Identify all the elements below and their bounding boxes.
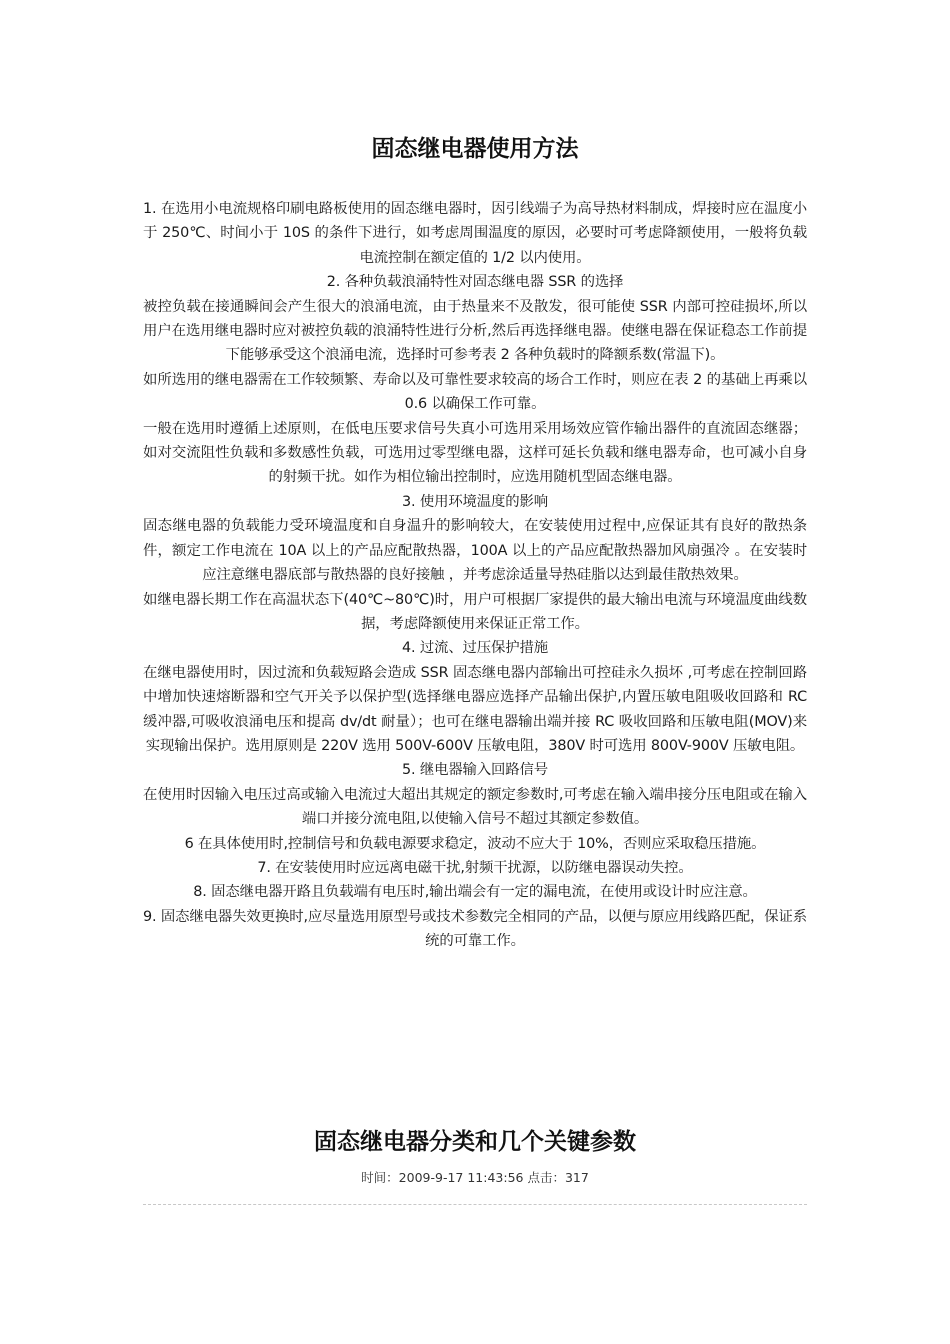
paragraph-1: 1. 在选用小电流规格印刷电路板使用的固态继电器时，因引线端子为高导热材料制成，焊接时应在温度小于 250℃、时间小于 10S 的条件下进行，如考虑周围温度的原因，必要时可考虑降额使用，一般将负载电流控制在额定值的 1/2 以内使用。 (143, 201, 807, 266)
heading-4: 4. 过流、过压保护措施 (401, 640, 549, 657)
document-title: 固态继电器使用方法 (371, 136, 579, 162)
heading-5: 5. 继电器输入回路信号 (401, 762, 549, 779)
paragraph-6: 6 在具体使用时,控制信号和负载电源要求稳定，波动不应大于 10%，否则应采取稳压措施。 (184, 835, 766, 852)
paragraph-8: 8. 固态继电器开路且负载端有电压时,输出端会有一定的漏电流，在使用或设计时应注意。 (193, 884, 757, 901)
paragraph-3b: 如继电器长期工作在高温状态下(40℃~80℃)时，用户可根据厂家提供的最大输出电流与环境温度曲线数据，考虑降额使用来保证正常工作。 (143, 591, 807, 632)
paragraph-3a: 固态继电器的负载能力受环境温度和自身温升的影响较大，在安装使用过程中,应保证其有良好的散热条件，额定工作电流在 10A 以上的产品应配散热器，100A 以上的产品应配散热器加风扇强冷 。在安装时应注意继电器底部与散热器的良好接触 ，并考虑涂适量导热硅脂以达到最佳散热效果。 (143, 518, 807, 584)
section-2-title: 固态继电器分类和几个关键参数 (314, 1129, 636, 1155)
post-meta: 时间：2009-9-17 11:43:56 点击：317 (361, 1170, 589, 1185)
heading-2: 2. 各种负载浪涌特性对固态继电器 SSR 的选择 (326, 274, 624, 291)
paragraph-9: 9. 固态继电器失效更换时,应尽量选用原型号或技术参数完全相同的产品，以便与原应用线路匹配，保证系统的可靠工作。 (143, 908, 807, 950)
paragraph-2b: 如所选用的继电器需在工作较频繁、寿命以及可靠性要求较高的场合工作时，则应在表 2 的基础上再乘以 0.6 以确保工作可靠。 (143, 371, 807, 413)
paragraph-4: 在继电器使用时，因过流和负载短路会造成 SSR 固态继电器内部输出可控硅永久损坏 ,可考虑在控制回路中增加快速熔断器和空气开关予以保护型(选择继电器应选择产品输出保护,内置压敏电阻吸收回路和 RC 缓冲器,可吸收浪涌电压和提高 dv/dt 耐量）；也可在继电器输出端并接 RC 吸收回路和压敏电阻(MOV)来实现输出保护。选用原则是 220V 选用 500V-600V 压敏电阻，380V 时可选用 800V-900V 压敏电阻。 (143, 664, 807, 754)
paragraph-7: 7. 在安装使用时应远离电磁干扰,射频干扰源，以防继电器误动失控。 (257, 859, 693, 876)
paragraph-2a: 被控负载在接通瞬间会产生很大的浪涌电流，由于热量来不及散发，很可能使 SSR 内部可控硅损坏,所以用户在选用继电器时应对被控负载的浪涌特性进行分析,然后再选择继电器。使继电器在保证稳态工作前提下能够承受这个浪涌电流，选择时可参考表 2 各种负载时的降额系数(常温下)。 (143, 298, 807, 364)
paragraph-2c: 一般在选用时遵循上述原则，在低电压要求信号失真小可选用采用场效应管作输出器件的直流固态继器；如对交流阻性负载和多数感性负载，可选用过零型继电器，这样可延长负载和继电器寿命，也可减小自身的射频干扰。如作为相位输出控制时，应选用随机型固态继电器。 (143, 420, 807, 486)
paragraph-5: 在使用时因输入电压过高或输入电流过大超出其规定的额定参数时,可考虑在输入端串接分压电阻或在输入端口并接分流电阻,以使输入信号不超过其额定参数值。 (143, 786, 807, 828)
document-body (143, 197, 807, 954)
dashed-divider (143, 1204, 807, 1205)
heading-3: 3. 使用环境温度的影响 (401, 493, 549, 510)
